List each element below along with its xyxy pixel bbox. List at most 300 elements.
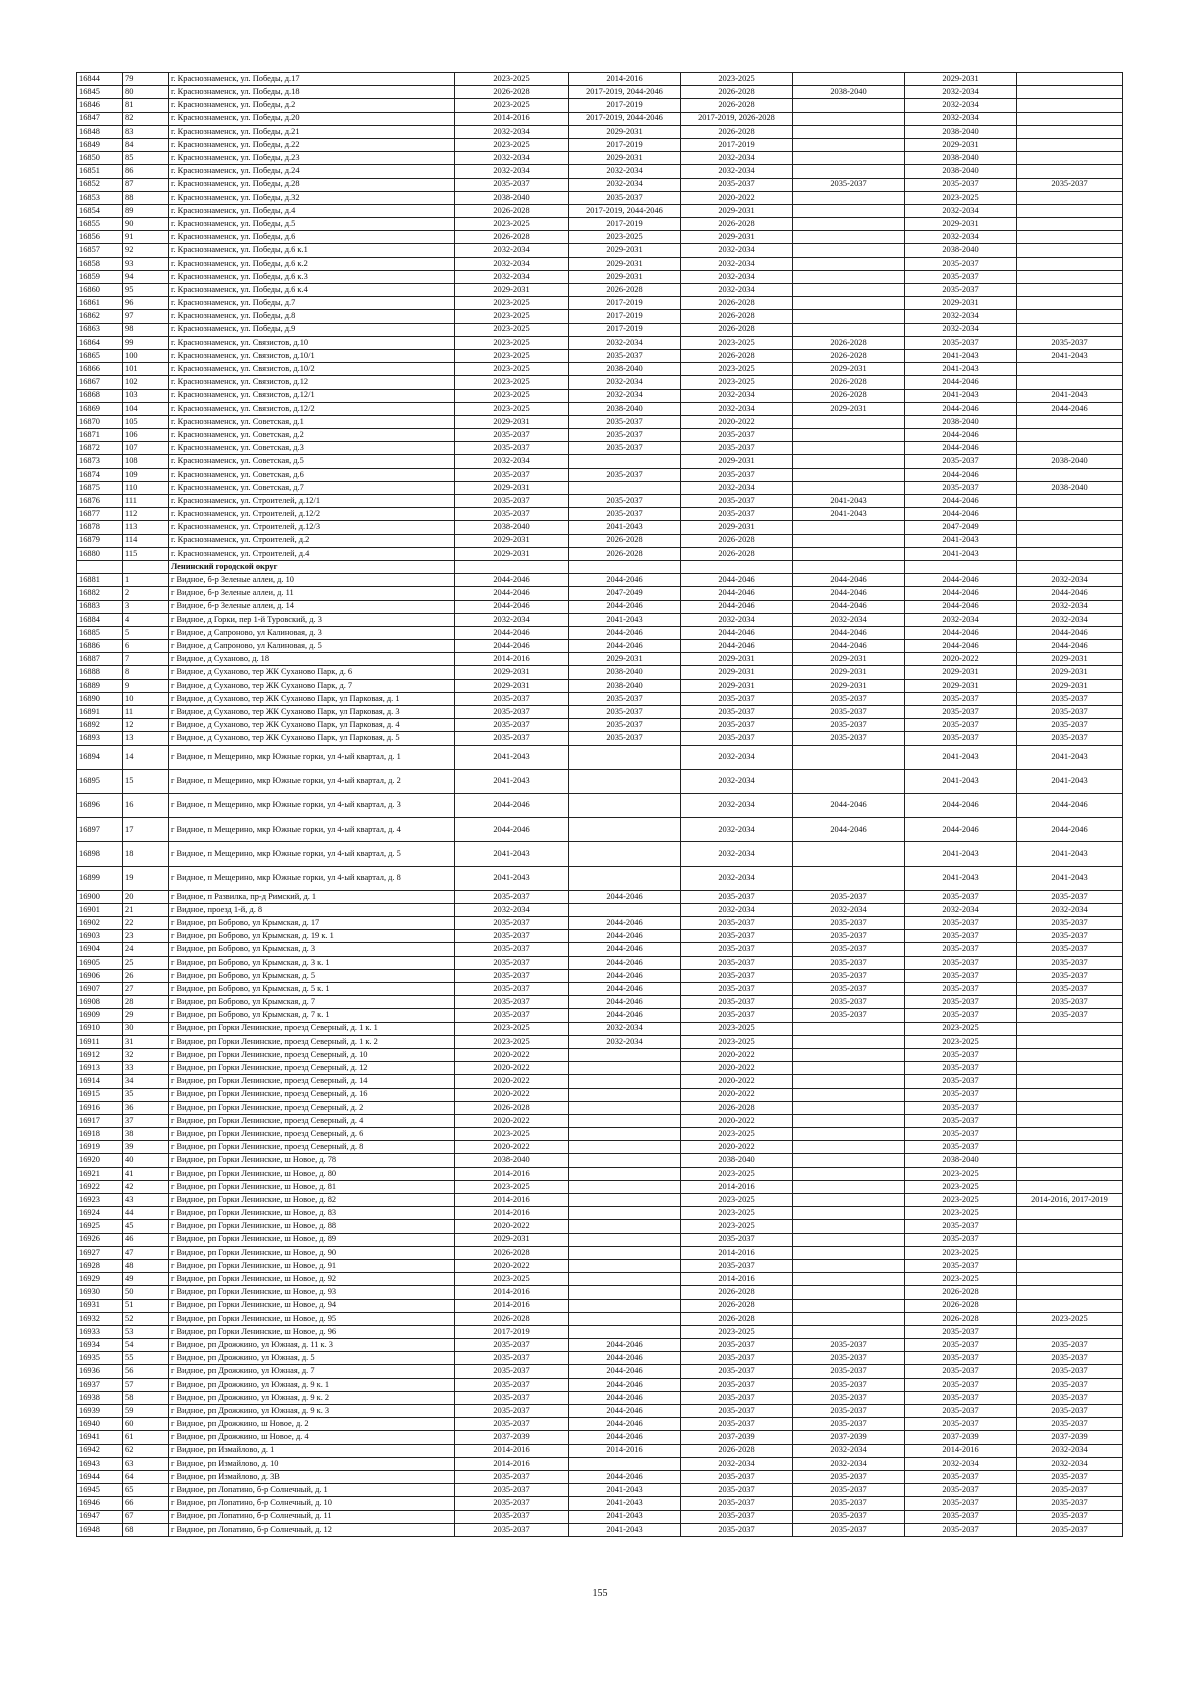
table-cell: 3: [123, 600, 169, 613]
table-row: [77, 600, 1123, 613]
table-cell: 16945: [77, 1484, 123, 1497]
table-row: [77, 666, 1123, 679]
table-cell: 2035-2037: [1017, 1009, 1123, 1022]
table-cell: 2035-2037: [793, 956, 905, 969]
table-cell: 36: [123, 1101, 169, 1114]
table-row: [77, 1114, 1123, 1127]
table-cell: 2023-2025: [905, 1167, 1017, 1180]
table-cell: 2035-2037: [455, 442, 569, 455]
table-cell: 2038-2040: [1017, 481, 1123, 494]
table-cell: [1017, 1114, 1123, 1127]
table-cell: 16937: [77, 1378, 123, 1391]
table-cell: г Видное, рп Лопатино, б-р Солнечный, д. 10: [169, 1497, 455, 1510]
table-cell: 2032-2034: [455, 125, 569, 138]
table-cell: [793, 310, 905, 323]
table-cell: 96: [123, 297, 169, 310]
table-cell: 2032-2034: [681, 842, 793, 866]
table-body: [77, 73, 1123, 1537]
table-cell: г Видное, рп Лопатино, б-р Солнечный, д. 11: [169, 1510, 455, 1523]
table-cell: 2029-2031: [681, 679, 793, 692]
table-cell: 2023-2025: [1017, 1312, 1123, 1325]
table-cell: г Видное, рп Боброво, ул Крымская, д. 19 к. 1: [169, 930, 455, 943]
table-row: [77, 1457, 1123, 1470]
table-cell: г. Краснознаменск, ул. Победы, д.9: [169, 323, 455, 336]
table-cell: 106: [123, 429, 169, 442]
table-cell: 2020-2022: [455, 1075, 569, 1088]
table-cell: 2038-2040: [1017, 455, 1123, 468]
table-cell: [793, 99, 905, 112]
table-cell: [793, 1286, 905, 1299]
table-cell: 16942: [77, 1444, 123, 1457]
table-cell: 16944: [77, 1470, 123, 1483]
table-cell: 2035-2037: [1017, 983, 1123, 996]
table-cell: 16939: [77, 1405, 123, 1418]
table-cell: 10: [123, 692, 169, 705]
table-cell: 16906: [77, 969, 123, 982]
table-cell: 2035-2037: [455, 943, 569, 956]
table-cell: 16907: [77, 983, 123, 996]
table-cell: 2035-2037: [905, 983, 1017, 996]
table-cell: 2035-2037: [905, 1391, 1017, 1404]
table-cell: 2035-2037: [455, 983, 569, 996]
table-cell: 2035-2037: [681, 956, 793, 969]
table-cell: г Видное, рп Горки Ленинские, проезд Северный, д. 8: [169, 1141, 455, 1154]
table-cell: 2035-2037: [1017, 1378, 1123, 1391]
table-cell: 2041-2043: [569, 1510, 681, 1523]
table-cell: 2029-2031: [569, 244, 681, 257]
table-cell: 56: [123, 1365, 169, 1378]
table-cell: 16928: [77, 1259, 123, 1272]
table-cell: 28: [123, 996, 169, 1009]
table-cell: 16926: [77, 1233, 123, 1246]
table-cell: 16946: [77, 1497, 123, 1510]
table-cell: 16935: [77, 1352, 123, 1365]
table-cell: 2023-2025: [455, 376, 569, 389]
table-cell: 57: [123, 1378, 169, 1391]
table-cell: 2035-2037: [681, 1352, 793, 1365]
table-cell: 16909: [77, 1009, 123, 1022]
table-cell: [793, 842, 905, 866]
table-cell: [1017, 1259, 1123, 1272]
table-cell: 2029-2031: [793, 666, 905, 679]
table-row: [77, 1154, 1123, 1167]
table-cell: [793, 284, 905, 297]
table-row: [77, 1325, 1123, 1338]
table-cell: 2035-2037: [569, 191, 681, 204]
table-cell: 2029-2031: [793, 679, 905, 692]
table-cell: 2026-2028: [455, 1101, 569, 1114]
table-cell: [569, 1194, 681, 1207]
table-cell: г Видное, рп Горки Ленинские, проезд Северный, д. 14: [169, 1075, 455, 1088]
table-cell: 2: [123, 587, 169, 600]
table-cell: 2041-2043: [455, 745, 569, 769]
table-cell: [569, 455, 681, 468]
table-cell: 2035-2037: [455, 1365, 569, 1378]
table-cell: 2044-2046: [793, 587, 905, 600]
table-cell: 2035-2037: [905, 1048, 1017, 1061]
table-cell: 2038-2040: [455, 1154, 569, 1167]
table-cell: 2035-2037: [455, 890, 569, 903]
table-cell: 2035-2037: [455, 1391, 569, 1404]
table-cell: 109: [123, 468, 169, 481]
table-cell: 2035-2037: [455, 1352, 569, 1365]
table-cell: [569, 481, 681, 494]
table-cell: 2020-2022: [455, 1048, 569, 1061]
table-cell: [793, 1128, 905, 1141]
table-cell: г Видное, п Мещерино, мкр Южные горки, ул 4-ый квартал, д. 3: [169, 793, 455, 817]
table-cell: [793, 745, 905, 769]
table-row: [77, 943, 1123, 956]
table-cell: 16897: [77, 818, 123, 842]
table-cell: 2035-2037: [793, 692, 905, 705]
table-cell: г Видное, рп Дрожжино, ш Новое, д. 2: [169, 1418, 455, 1431]
table-cell: [569, 1154, 681, 1167]
table-cell: 2029-2031: [905, 297, 1017, 310]
table-cell: 2041-2043: [1017, 349, 1123, 362]
table-cell: 2032-2034: [681, 818, 793, 842]
table-cell: г Видное, рп Горки Ленинские, проезд Северный, д. 4: [169, 1114, 455, 1127]
table-cell: 16929: [77, 1273, 123, 1286]
table-row: [77, 1523, 1123, 1536]
table-cell: г Видное, рп Горки Ленинские, проезд Северный, д. 1 к. 1: [169, 1022, 455, 1035]
table-cell: 2020-2022: [681, 191, 793, 204]
table-cell: г. Краснознаменск, ул. Строителей, д.12/1: [169, 495, 455, 508]
table-cell: г Видное, рп Дрожжино, ул Южная, д. 5: [169, 1352, 455, 1365]
table-cell: 16870: [77, 415, 123, 428]
table-cell: 2035-2037: [455, 692, 569, 705]
table-row: [77, 969, 1123, 982]
table-cell: 2037-2039: [1017, 1431, 1123, 1444]
table-cell: г Видное, рп Лопатино, б-р Солнечный, д. 1: [169, 1484, 455, 1497]
table-cell: 16889: [77, 679, 123, 692]
table-cell: [793, 1114, 905, 1127]
table-cell: 2044-2046: [905, 600, 1017, 613]
table-cell: 2035-2037: [905, 1484, 1017, 1497]
table-cell: 2041-2043: [1017, 745, 1123, 769]
table-cell: 11: [123, 706, 169, 719]
table-cell: 2032-2034: [793, 1457, 905, 1470]
table-cell: 16849: [77, 138, 123, 151]
table-cell: 16895: [77, 769, 123, 793]
table-cell: 2035-2037: [1017, 1497, 1123, 1510]
table-cell: 2032-2034: [569, 1035, 681, 1048]
table-cell: 2035-2037: [905, 1339, 1017, 1352]
table-cell: 2023-2025: [681, 1035, 793, 1048]
table-cell: [569, 1286, 681, 1299]
table-cell: 2035-2037: [681, 890, 793, 903]
table-cell: г Видное, рп Измайлово, д. 3В: [169, 1470, 455, 1483]
table-cell: 2035-2037: [455, 1339, 569, 1352]
table-cell: 16923: [77, 1194, 123, 1207]
table-cell: [793, 1167, 905, 1180]
table-cell: 46: [123, 1233, 169, 1246]
table-row: [77, 1207, 1123, 1220]
table-row: [77, 1418, 1123, 1431]
table-row: [77, 1075, 1123, 1088]
table-cell: 16848: [77, 125, 123, 138]
table-cell: 2035-2037: [455, 495, 569, 508]
table-cell: 16932: [77, 1312, 123, 1325]
table-cell: 2044-2046: [569, 1378, 681, 1391]
table-cell: г. Краснознаменск, ул. Связистов, д.10: [169, 336, 455, 349]
table-cell: 2035-2037: [905, 178, 1017, 191]
table-cell: 2035-2037: [681, 969, 793, 982]
table-row: [77, 1444, 1123, 1457]
table-cell: г Видное, рп Горки Ленинские, ш Новое, д. 91: [169, 1259, 455, 1272]
table-cell: 60: [123, 1418, 169, 1431]
table-cell: 2035-2037: [905, 1470, 1017, 1483]
table-cell: г Видное, б-р Зеленые аллеи, д. 11: [169, 587, 455, 600]
table-cell: 16892: [77, 719, 123, 732]
table-cell: 16875: [77, 481, 123, 494]
table-cell: [1017, 468, 1123, 481]
table-cell: 2017-2019, 2026-2028: [681, 112, 793, 125]
table-cell: 2026-2028: [905, 1286, 1017, 1299]
table-cell: 2044-2046: [455, 793, 569, 817]
table-cell: 2023-2025: [455, 138, 569, 151]
table-cell: 2041-2043: [455, 769, 569, 793]
table-cell: г Видное, рп Боброво, ул Крымская, д. 5: [169, 969, 455, 982]
table-cell: 29: [123, 1009, 169, 1022]
table-cell: [1017, 86, 1123, 99]
table-cell: 2017-2019: [681, 138, 793, 151]
table-cell: 16917: [77, 1114, 123, 1127]
table-cell: 2035-2037: [905, 917, 1017, 930]
table-cell: 45: [123, 1220, 169, 1233]
table-cell: 2044-2046: [569, 1339, 681, 1352]
table-cell: 2041-2043: [905, 866, 1017, 890]
table-row: [77, 508, 1123, 521]
table-cell: 16924: [77, 1207, 123, 1220]
table-cell: 102: [123, 376, 169, 389]
table-cell: 16879: [77, 534, 123, 547]
table-cell: 2032-2034: [681, 769, 793, 793]
table-cell: 20: [123, 890, 169, 903]
table-cell: 16863: [77, 323, 123, 336]
table-row: [77, 244, 1123, 257]
table-row: [77, 376, 1123, 389]
table-cell: 2023-2025: [455, 73, 569, 86]
table-row: [77, 1378, 1123, 1391]
table-cell: 108: [123, 455, 169, 468]
table-cell: 2035-2037: [681, 178, 793, 191]
table-cell: [1017, 1207, 1123, 1220]
table-cell: [569, 1220, 681, 1233]
table-cell: 16882: [77, 587, 123, 600]
table-cell: [793, 138, 905, 151]
table-cell: 16871: [77, 429, 123, 442]
table-cell: 2020-2022: [681, 1088, 793, 1101]
table-row: [77, 956, 1123, 969]
table-cell: [793, 866, 905, 890]
table-cell: [569, 903, 681, 916]
table-cell: 2032-2034: [455, 270, 569, 283]
table-cell: 2035-2037: [1017, 890, 1123, 903]
table-cell: 2023-2025: [905, 191, 1017, 204]
table-cell: 110: [123, 481, 169, 494]
table-cell: 2026-2028: [681, 323, 793, 336]
table-cell: 64: [123, 1470, 169, 1483]
table-cell: 2044-2046: [905, 818, 1017, 842]
table-cell: 16936: [77, 1365, 123, 1378]
table-cell: 2035-2037: [1017, 917, 1123, 930]
table-cell: г Видное, рп Боброво, ул Крымская, д. 7: [169, 996, 455, 1009]
table-cell: 2023-2025: [905, 1273, 1017, 1286]
table-cell: 16933: [77, 1325, 123, 1338]
table-cell: [455, 560, 569, 573]
table-cell: 4: [123, 613, 169, 626]
table-cell: 2014-2016: [455, 1194, 569, 1207]
table-cell: 2017-2019, 2044-2046: [569, 86, 681, 99]
table-cell: 2035-2037: [905, 270, 1017, 283]
table-cell: 2023-2025: [681, 376, 793, 389]
table-cell: 2014-2016: [455, 112, 569, 125]
table-cell: 2041-2043: [1017, 389, 1123, 402]
table-cell: 16873: [77, 455, 123, 468]
table-cell: г Видное, рп Горки Ленинские, проезд Северный, д. 1 к. 2: [169, 1035, 455, 1048]
table-cell: 2023-2025: [681, 1207, 793, 1220]
table-row: [77, 152, 1123, 165]
table-cell: 2044-2046: [793, 574, 905, 587]
table-cell: 2035-2037: [681, 996, 793, 1009]
table-cell: 2023-2025: [681, 1325, 793, 1338]
table-cell: 2035-2037: [793, 719, 905, 732]
table-row: [77, 468, 1123, 481]
table-cell: 2044-2046: [905, 793, 1017, 817]
table-cell: 2035-2037: [681, 943, 793, 956]
table-cell: [793, 1246, 905, 1259]
table-cell: 95: [123, 284, 169, 297]
table-cell: 2029-2031: [681, 653, 793, 666]
table-cell: 2035-2037: [1017, 1405, 1123, 1418]
table-cell: 2035-2037: [793, 1405, 905, 1418]
table-cell: 2014-2016: [569, 1444, 681, 1457]
table-cell: 2035-2037: [455, 706, 569, 719]
table-cell: 2035-2037: [455, 1510, 569, 1523]
table-cell: 2044-2046: [569, 969, 681, 982]
table-row: [77, 732, 1123, 745]
table-cell: [1017, 429, 1123, 442]
table-cell: 26: [123, 969, 169, 982]
table-cell: 2041-2043: [905, 842, 1017, 866]
table-cell: г Видное, рп Измайлово, д. 1: [169, 1444, 455, 1457]
table-cell: 16844: [77, 73, 123, 86]
table-row: [77, 389, 1123, 402]
table-cell: 2023-2025: [681, 363, 793, 376]
table-row: [77, 86, 1123, 99]
table-cell: 2014-2016: [569, 73, 681, 86]
table-cell: 43: [123, 1194, 169, 1207]
table-cell: 2029-2031: [681, 666, 793, 679]
table-cell: 16877: [77, 508, 123, 521]
table-row: [77, 1352, 1123, 1365]
table-cell: 2032-2034: [905, 310, 1017, 323]
table-cell: г Видное, рп Горки Ленинские, ш Новое, д. 80: [169, 1167, 455, 1180]
table-cell: 16905: [77, 956, 123, 969]
table-row: [77, 99, 1123, 112]
repair-schedule-table: [76, 72, 1123, 1537]
table-cell: г. Краснознаменск, ул. Советская, д.6: [169, 468, 455, 481]
table-row: [77, 1048, 1123, 1061]
table-row: [77, 429, 1123, 442]
table-cell: 2035-2037: [1017, 1510, 1123, 1523]
table-cell: 2044-2046: [905, 468, 1017, 481]
table-cell: [793, 204, 905, 217]
table-cell: 16918: [77, 1128, 123, 1141]
table-cell: 30: [123, 1022, 169, 1035]
table-cell: [569, 1167, 681, 1180]
table-cell: 23: [123, 930, 169, 943]
table-cell: [793, 442, 905, 455]
table-cell: 2035-2037: [681, 1365, 793, 1378]
table-cell: [1017, 508, 1123, 521]
table-cell: 2035-2037: [905, 1378, 1017, 1391]
table-cell: 2035-2037: [569, 349, 681, 362]
table-row: [77, 866, 1123, 890]
table-cell: [569, 1233, 681, 1246]
table-cell: 16860: [77, 284, 123, 297]
table-cell: 2035-2037: [681, 1009, 793, 1022]
table-cell: 2035-2037: [1017, 1418, 1123, 1431]
table-cell: 2017-2019: [569, 138, 681, 151]
table-cell: 16850: [77, 152, 123, 165]
table-row: [77, 1009, 1123, 1022]
table-cell: 2044-2046: [905, 442, 1017, 455]
table-cell: [1017, 125, 1123, 138]
table-cell: 2029-2031: [681, 521, 793, 534]
table-cell: 16874: [77, 468, 123, 481]
table-cell: г. Краснознаменск, ул. Победы, д.6 к.4: [169, 284, 455, 297]
table-cell: 2041-2043: [569, 1497, 681, 1510]
table-cell: 2029-2031: [1017, 666, 1123, 679]
table-cell: 2023-2025: [905, 1194, 1017, 1207]
table-cell: 105: [123, 415, 169, 428]
table-cell: 16864: [77, 336, 123, 349]
table-cell: 13: [123, 732, 169, 745]
table-cell: 2044-2046: [905, 402, 1017, 415]
table-cell: 2029-2031: [681, 204, 793, 217]
table-cell: 2035-2037: [569, 732, 681, 745]
table-cell: 2041-2043: [905, 363, 1017, 376]
table-cell: 2044-2046: [455, 600, 569, 613]
table-cell: 2014-2016: [455, 1167, 569, 1180]
table-row: [77, 1286, 1123, 1299]
table-row: [77, 1022, 1123, 1035]
table-cell: 2035-2037: [455, 429, 569, 442]
table-cell: [1017, 1325, 1123, 1338]
table-cell: г. Краснознаменск, ул. Связистов, д.10/1: [169, 349, 455, 362]
table-cell: 94: [123, 270, 169, 283]
table-cell: г. Краснознаменск, ул. Победы, д.18: [169, 86, 455, 99]
table-cell: 2035-2037: [905, 943, 1017, 956]
table-cell: 2035-2037: [905, 1128, 1017, 1141]
table-cell: [793, 152, 905, 165]
table-cell: 2032-2034: [681, 481, 793, 494]
table-cell: 2029-2031: [569, 270, 681, 283]
table-cell: [1017, 257, 1123, 270]
table-cell: 7: [123, 653, 169, 666]
table-row: [77, 983, 1123, 996]
table-cell: 2026-2028: [569, 547, 681, 560]
table-cell: 2041-2043: [569, 1523, 681, 1536]
table-cell: 2035-2037: [793, 1339, 905, 1352]
table-cell: 2026-2028: [793, 349, 905, 362]
table-cell: [793, 1022, 905, 1035]
table-cell: г. Краснознаменск, ул. Победы, д.6: [169, 231, 455, 244]
table-cell: г. Краснознаменск, ул. Строителей, д.4: [169, 547, 455, 560]
table-cell: 47: [123, 1246, 169, 1259]
table-cell: 2044-2046: [905, 508, 1017, 521]
